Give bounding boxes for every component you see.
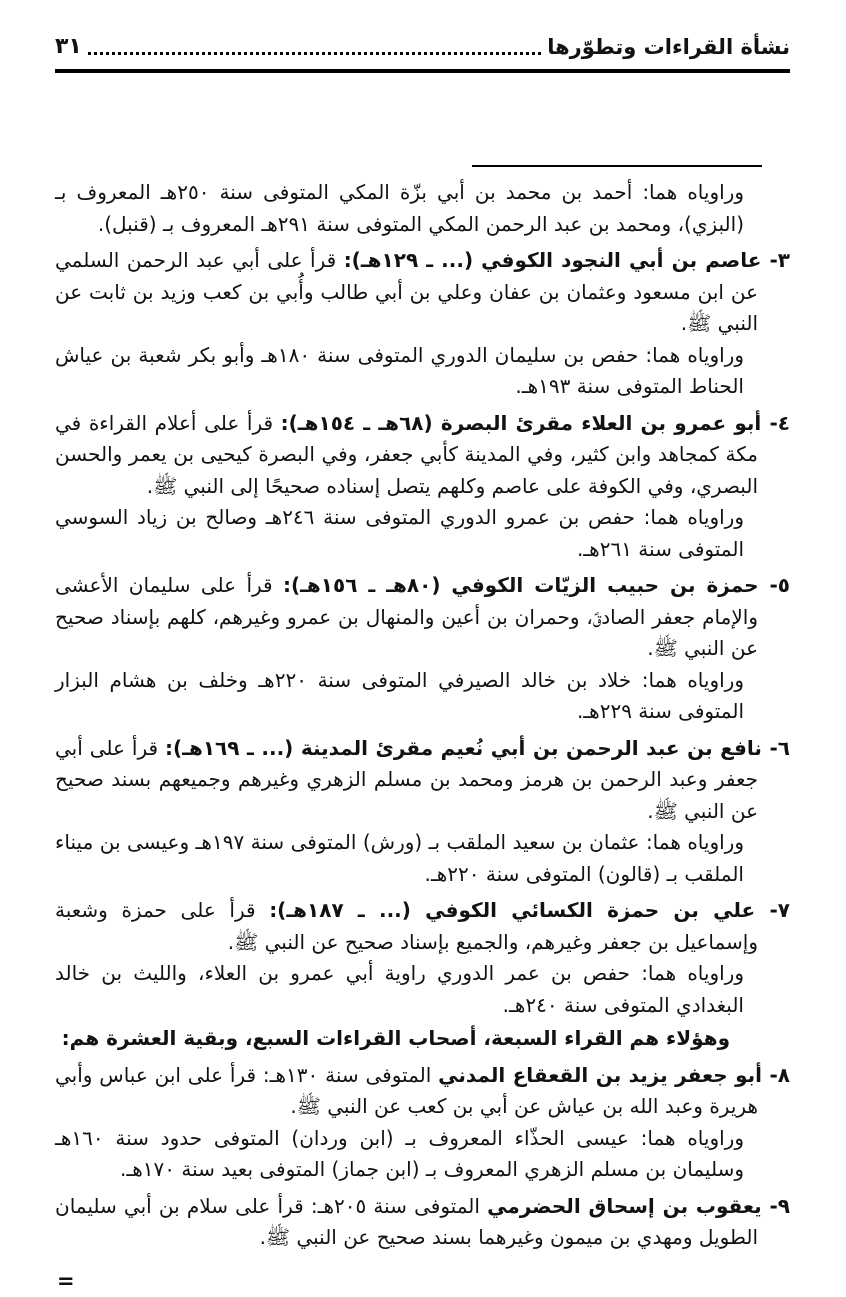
footnote-item-6 xyxy=(55,733,790,891)
reader-name-bold: ٩- يعقوب بن إسحاق الحضرمي xyxy=(487,1194,790,1218)
narrators-paragraph: وراوياه هما: عيسى الحذّاء المعروف بـ (ابن وردان) المتوفى حدود سنة ١٦٠هـ وسليمان بن مسلم الزهري المعروف بـ (ابن جماز) المتوفى بعيد سنة ١٧٠هـ. xyxy=(55,1123,790,1186)
reader-entry xyxy=(55,895,790,958)
reader-entry-text: قرأ على حمزة وشعبة وإسماعيل بن جعفر وغيرهم، والجميع بإسناد صحيح عن النبي ﷺ. xyxy=(55,898,758,954)
footnote-item-5 xyxy=(55,570,790,728)
reader-name-bold: ٥- حمزة بن حبيب الزيّات الكوفي (٨٠هـ ـ ١٥٦هـ): xyxy=(283,573,790,597)
footnote-item-9 xyxy=(55,1191,790,1254)
footnote-item-7 xyxy=(55,895,790,1021)
reader-entry-text: المتوفى سنة ٢٠٥هـ: قرأ على سلام بن أبي سليمان الطويل ومهدي بن ميمون وغيرهما بسند صحيح عن النبي ﷺ. xyxy=(55,1194,758,1250)
narrators-paragraph: وراوياه هما: عثمان بن سعيد الملقب بـ (ورش) المتوفى سنة ١٩٧هـ وعيسى بن ميناء الملقب بـ (قالون) المتوفى سنة ٢٢٠هـ. xyxy=(55,827,790,890)
reader-entry xyxy=(55,570,790,665)
reader-entry xyxy=(55,245,790,340)
page-number: ٣١ xyxy=(55,34,82,60)
narrators-paragraph: وراوياه هما: خلاد بن خالد الصيرفي المتوفى سنة ٢٢٠هـ وخلف بن هشام البزار المتوفى سنة ٢٢٩هـ. xyxy=(55,665,790,728)
reader-entry xyxy=(55,408,790,503)
narrators-paragraph: وراوياه هما: حفص بن سليمان الدوري المتوفى سنة ١٨٠هـ وأبو بكر شعبة بن عياش الحناط المتوفى سنة ١٩٣هـ. xyxy=(55,340,790,403)
seven-readers-note: وهؤلاء هم القراء السبعة، أصحاب القراءات السبع، وبقية العشرة هم: xyxy=(55,1023,790,1055)
running-head xyxy=(55,34,790,60)
reader-name-bold: ٣- عاصم بن أبي النجود الكوفي (... ـ ١٢٩هـ): xyxy=(344,248,790,272)
footnote-separator xyxy=(472,165,762,167)
reader-name-bold: ٤- أبو عمرو بن العلاء مقرئ البصرة (٦٨هـ ـ ١٥٤هـ): xyxy=(281,411,790,435)
footnote-item-4 xyxy=(55,408,790,566)
reader-entry xyxy=(55,1060,790,1123)
reader-entry-text: قرأ على أبي عبد الرحمن السلمي عن ابن مسعود وعثمان بن عفان وعلي بن أبي طالب وأُبي بن كعب وزيد بن ثابت عن النبي ﷺ. xyxy=(55,248,758,335)
footnotes-section xyxy=(55,165,790,1297)
page-header xyxy=(55,34,790,73)
reader-entry xyxy=(55,733,790,828)
reader-name-bold: ٦- نافع بن عبد الرحمن بن أبي نُعيم مقرئ المدينة (... ـ ١٦٩هـ): xyxy=(165,736,790,760)
reader-name-bold: ٧- علي بن حمزة الكسائي الكوفي (... ـ ١٨٧هـ): xyxy=(269,898,790,922)
footnote-continuation-marker: = xyxy=(55,1266,790,1297)
reader-entry-text: قرأ على سليمان الأعشى والإمام جعفر الصادقؑ، وحمران بن أعين والمنهال بن عمرو وغيرهم، كلهم بإسناد صحيح عن النبي ﷺ. xyxy=(55,573,758,660)
reader-entry-text: قرأ على أعلام القراءة في مكة كمجاهد وابن كثير، وفي المدينة كأبي جعفر، وفي البصرة كيحيى بن يعمر والحسن البصري، وفي الكوفة على عاصم وكلهم يتصل إسناده صحيحًا إلى النبي ﷺ. xyxy=(55,411,758,498)
narrators-paragraph: وراوياه هما: حفص بن عمرو الدوري المتوفى سنة ٢٤٦هـ وصالح بن زياد السوسي المتوفى سنة ٢٦١هـ. xyxy=(55,502,790,565)
reader-name-bold: ٨- أبو جعفر يزيد بن القعقاع المدني xyxy=(438,1063,790,1087)
page-title: نشأة القراءات وتطوّرها xyxy=(547,34,790,60)
reader-entry-text: المتوفى سنة ١٣٠هـ: قرأ على ابن عباس وأبي هريرة وعبد الله بن عياش عن أبي بن كعب عن النبي ﷺ. xyxy=(55,1063,758,1119)
header-rule xyxy=(55,69,790,73)
footnote-item-8 xyxy=(55,1060,790,1186)
reader-entry xyxy=(55,1191,790,1254)
reader-entry-text: قرأ على أبي جعفر وعبد الرحمن بن هرمز ومحمد بن مسلم الزهري وغيرهم وجميعهم بسند صحيح عن النبي ﷺ. xyxy=(55,736,758,823)
narrators-paragraph: وراوياه هما: حفص بن عمر الدوري راوية أبي عمرو بن العلاء، والليث بن خالد البغدادي المتوفى سنة ٢٤٠هـ. xyxy=(55,958,790,1021)
footnote-item-3 xyxy=(55,245,790,403)
footnote-continuation-paragraph: وراوياه هما: أحمد بن محمد بن أبي بزّة المكي المتوفى سنة ٢٥٠هـ المعروف بـ (البزي)، ومحمد بن عبد الرحمن المكي المتوفى سنة ٢٩١هـ المعروف بـ (قنبل). xyxy=(55,177,790,240)
dots-leader xyxy=(88,52,541,55)
